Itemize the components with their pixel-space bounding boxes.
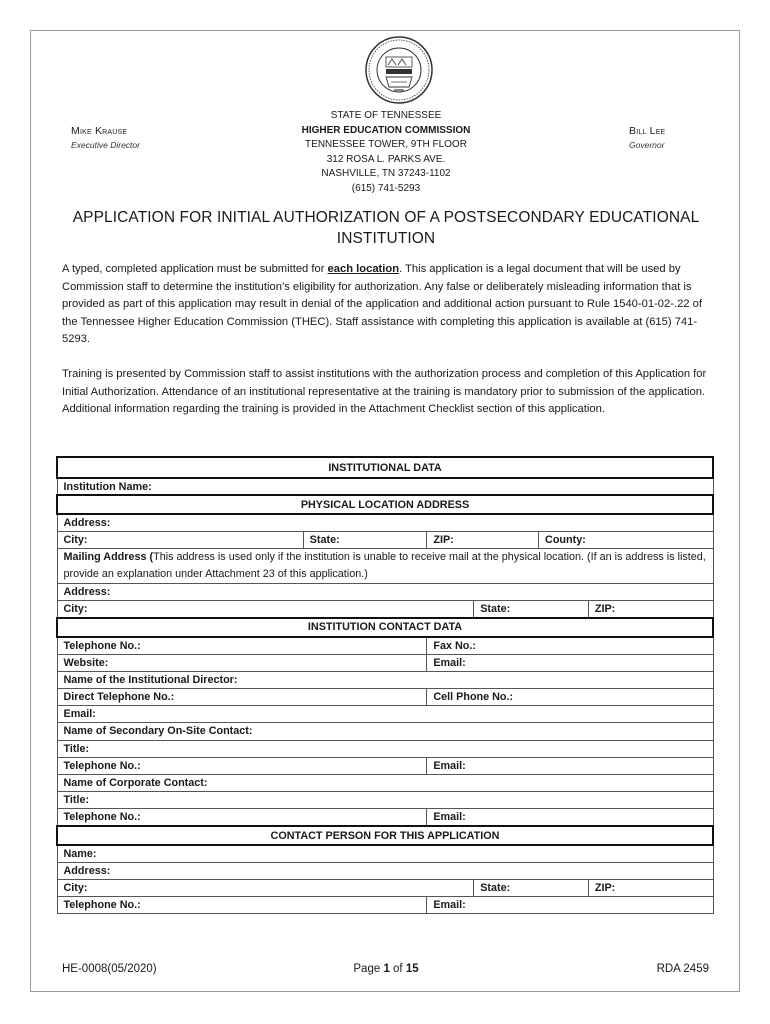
physical-zip-field[interactable]: ZIP:	[427, 531, 539, 548]
section-header-institutional-data: INSTITUTIONAL DATA	[57, 457, 713, 478]
physical-address-field[interactable]: Address:	[57, 514, 713, 531]
physical-city-field[interactable]: City:	[57, 531, 303, 548]
intro-paragraph-1	[62, 261, 712, 349]
state-name: STATE OF TENNESSEE	[330, 110, 442, 121]
corporate-contact-email-field[interactable]: Email:	[427, 809, 713, 826]
intro-paragraph-2: Training is presented by Commission staff to assist institutions with the authorization process and completion of this Application for Initial Authorization. Attendance of an institutional representative at the training is mandatory prior to submission of the application. Additional information regarding the training is provided in the Attachment Checklist section of this application.	[62, 368, 707, 415]
corporate-contact-phone-field[interactable]: Telephone No.:	[57, 809, 427, 826]
governor-name: Bill Lee	[629, 125, 666, 137]
contact-person-email-field[interactable]: Email:	[427, 897, 713, 914]
agency-phone: (615) 741-5293	[351, 182, 421, 194]
document-page	[30, 30, 740, 992]
state-seal-icon	[364, 35, 434, 105]
mailing-address-text: This address is used only if the institution is unable to receive mail at the physical location. (If an is address is listed, provide an explanation under Attachment 23 of this application.)	[63, 551, 706, 581]
corporate-contact-title-field[interactable]: Title:	[57, 792, 713, 809]
page-title	[51, 207, 721, 249]
director-phone-field[interactable]: Direct Telephone No.:	[57, 689, 427, 706]
form-id: HE-0008(05/2020)	[62, 963, 157, 975]
section-header-physical-location: PHYSICAL LOCATION ADDRESS	[57, 495, 713, 514]
secondary-contact-title-field[interactable]: Title:	[57, 740, 713, 757]
rda-number: RDA 2459	[656, 963, 709, 975]
mailing-zip-field[interactable]: ZIP:	[588, 601, 713, 618]
title-line-2: INSTITUTION	[336, 230, 436, 247]
director-cell-field[interactable]: Cell Phone No.:	[427, 689, 713, 706]
page-current: 1	[383, 963, 390, 975]
agency-street: 312 ROSA L. PARKS AVE.	[326, 153, 446, 165]
intro-p1-start: A typed, completed application must be submitted for	[62, 263, 328, 275]
director-email-field[interactable]: Email:	[57, 706, 713, 723]
institution-fax-field[interactable]: Fax No.:	[427, 637, 713, 654]
mailing-address-note	[57, 549, 713, 584]
secondary-contact-email-field[interactable]: Email:	[427, 757, 713, 774]
page-of: of	[389, 963, 406, 975]
institution-website-field[interactable]: Website:	[57, 654, 427, 671]
agency-name: HIGHER EDUCATION COMMISSION	[301, 124, 471, 136]
mailing-state-field[interactable]: State:	[474, 601, 589, 618]
page-prefix: Page	[353, 963, 384, 975]
agency-building: TENNESSEE TOWER, 9TH FLOOR	[305, 139, 467, 151]
contact-person-zip-field[interactable]: ZIP:	[588, 879, 713, 896]
mailing-address-label: Mailing Address (	[63, 551, 154, 564]
mailing-city-field[interactable]: City:	[57, 601, 474, 618]
contact-person-city-field[interactable]: City:	[57, 879, 474, 896]
section-header-contact-person: CONTACT PERSON FOR THIS APPLICATION	[57, 826, 713, 845]
application-form-table	[56, 456, 714, 914]
intro-p1-emphasis: each location	[327, 263, 400, 275]
agency-city: NASHVILLE, TN 37243-1102	[321, 168, 451, 180]
institution-name-field[interactable]: Institution Name:	[57, 478, 713, 495]
contact-person-phone-field[interactable]: Telephone No.:	[57, 897, 427, 914]
institution-telephone-field[interactable]: Telephone No.:	[57, 637, 427, 654]
executive-director-block	[71, 125, 221, 150]
contact-person-state-field[interactable]: State:	[474, 879, 589, 896]
secondary-contact-name-field[interactable]: Name of Secondary On-Site Contact:	[57, 723, 713, 740]
page-number	[321, 963, 451, 975]
agency-address-block	[241, 109, 531, 197]
institution-email-field[interactable]: Email:	[427, 654, 713, 671]
physical-county-field[interactable]: County:	[539, 531, 713, 548]
contact-person-address-field[interactable]: Address:	[57, 862, 713, 879]
governor-block	[629, 125, 729, 150]
title-line-1: APPLICATION FOR INITIAL AUTHORIZATION OF A POSTSECONDARY EDUCATIONAL	[72, 209, 700, 226]
corporate-contact-name-field[interactable]: Name of Corporate Contact:	[57, 774, 713, 791]
mailing-address-field[interactable]: Address:	[57, 584, 713, 601]
secondary-contact-phone-field[interactable]: Telephone No.:	[57, 757, 427, 774]
intro-p1-rest: . This application is a legal document that will be used by Commission staff to determine the institution’s eligibility for authorization. Any false or deliberately misleading information that is provided as part of this application may result in denial of the application and additional action pursuant to Rule 1540-01-02-.22 of the Tennessee Higher Education Commission (THEC). Staff assistance with completing this application is available at (615) 741-5293.	[62, 263, 702, 345]
page-total: 15	[405, 963, 419, 975]
contact-person-name-field[interactable]: Name:	[57, 845, 713, 862]
governor-title: Governor	[629, 140, 665, 150]
director-name-field[interactable]: Name of the Institutional Director:	[57, 671, 713, 688]
executive-director-title: Executive Director	[71, 140, 140, 150]
executive-director-name: Mike Krause	[71, 125, 128, 137]
section-header-contact-data: INSTITUTION CONTACT DATA	[57, 618, 713, 637]
physical-state-field[interactable]: State:	[303, 531, 427, 548]
